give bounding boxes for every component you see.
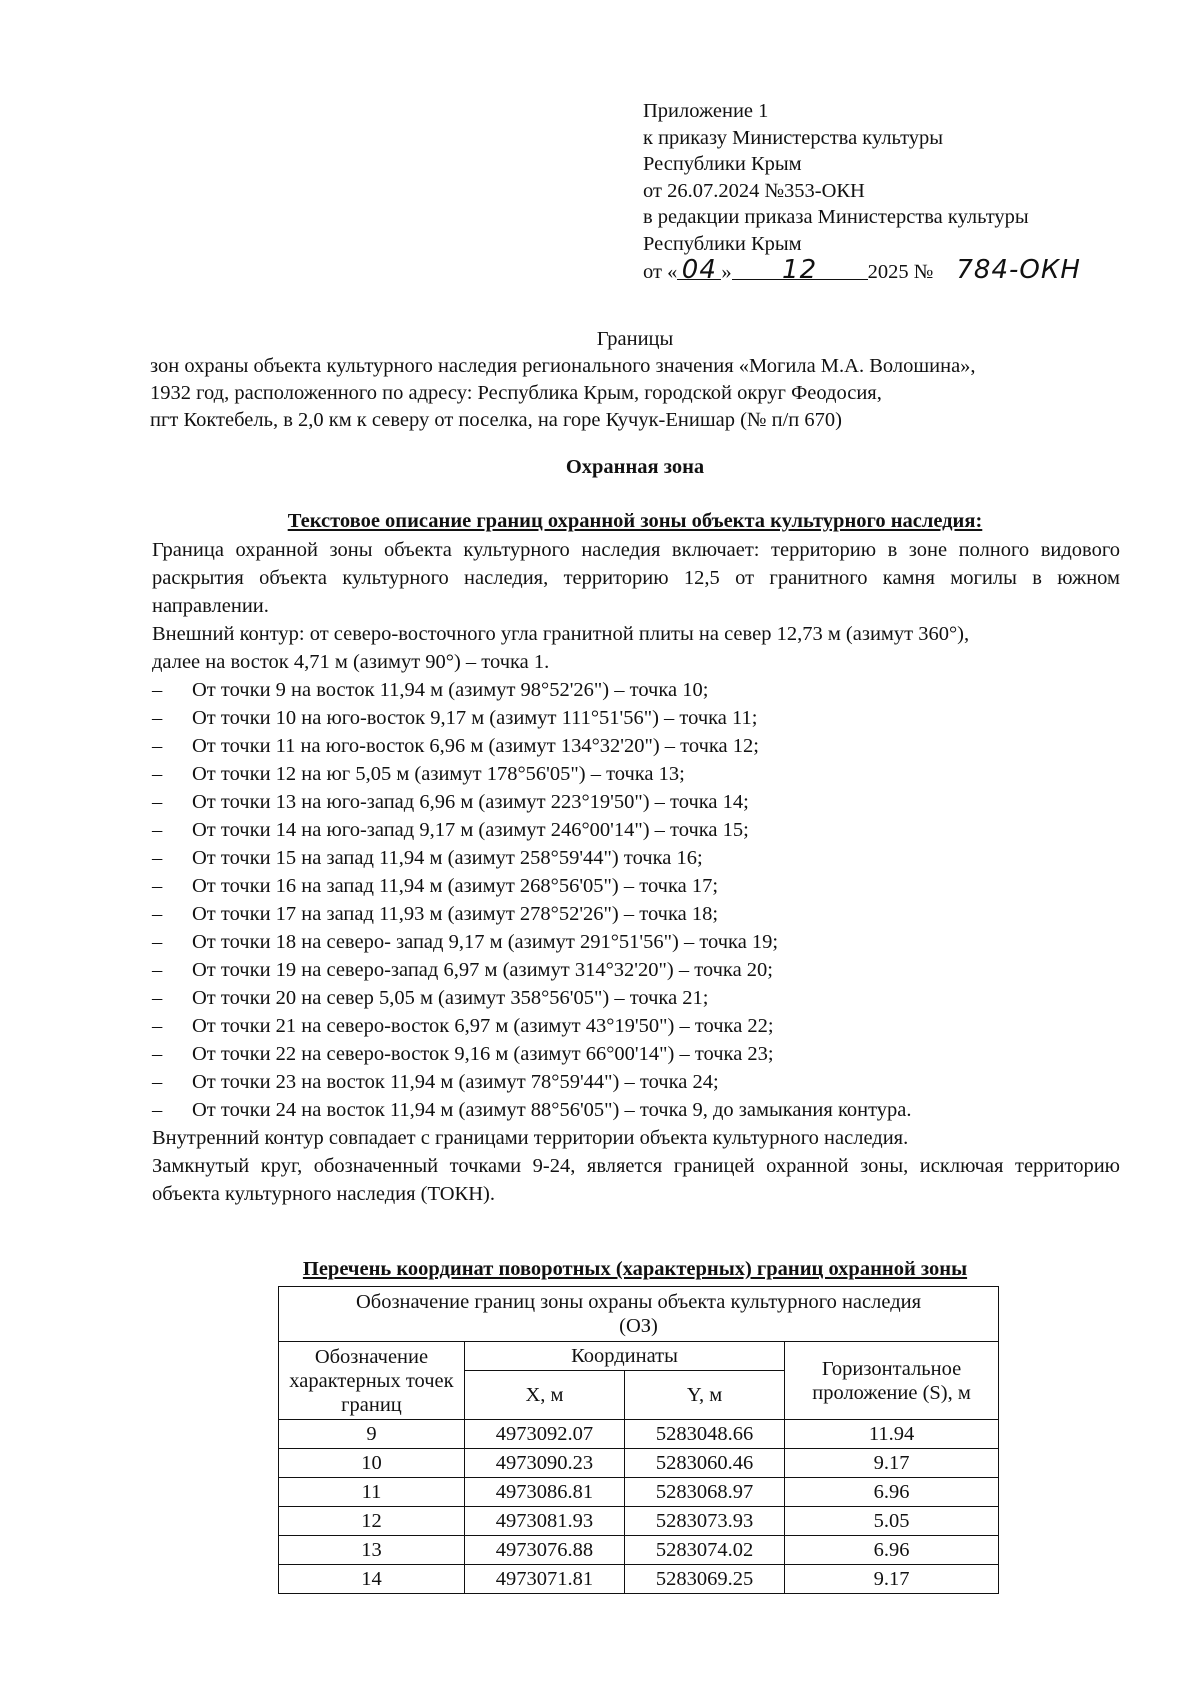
header-y: Y, м <box>625 1371 785 1420</box>
boundary-list-item <box>152 1040 1120 1068</box>
cell-x: 4973081.93 <box>464 1507 624 1536</box>
list-dash: – <box>152 679 163 701</box>
list-dash: – <box>152 735 163 757</box>
list-item-text: От точки 18 на северо- запад 9,17 м (азимут 291°51'56") – точка 19; <box>192 931 779 953</box>
list-dash: – <box>152 1043 163 1065</box>
boundary-list-item <box>152 704 1120 732</box>
date-day-field <box>677 255 721 285</box>
list-dash: – <box>152 819 163 841</box>
coordinates-table <box>278 1286 999 1594</box>
outer-contour-line: Внешний контур: от северо-восточного угла гранитной плиты на север 12,73 м (азимут 360°), <box>152 623 970 645</box>
table-heading: Перечень координат поворотных (характерных) границ охранной зоны <box>302 1258 968 1280</box>
title-line: зон охраны объекта культурного наследия регионального значения «Могила М.А. Волошина», <box>150 355 976 377</box>
cell-s: 9.17 <box>785 1565 999 1594</box>
cell-y: 5283074.02 <box>625 1536 785 1565</box>
boundary-list-item <box>152 900 1120 928</box>
boundary-list <box>152 676 1120 1124</box>
list-item-text: От точки 10 на юго-восток 9,17 м (азимут 111°51'56") – точка 11; <box>192 707 758 729</box>
outer-contour-line: далее на восток 4,71 м (азимут 90°) – точка 1. <box>152 651 550 673</box>
boundary-list-item <box>152 1096 1120 1124</box>
caption-line: (ОЗ) <box>619 1315 658 1337</box>
table-row <box>279 1449 999 1478</box>
caption-line: Обозначение границ зоны охраны объекта культурного наследия <box>355 1291 922 1313</box>
list-item-text: От точки 9 на восток 11,94 м (азимут 98°52'26") – точка 10; <box>192 679 709 701</box>
cell-x: 4973086.81 <box>464 1478 624 1507</box>
list-dash: – <box>152 875 163 897</box>
header-point: Обозначение характерных точек границ <box>279 1342 465 1420</box>
boundary-list-item <box>152 1068 1120 1096</box>
date-quote: » <box>721 261 732 283</box>
handwritten-month: 12 <box>782 255 818 285</box>
date-year: 2025 № <box>867 261 934 283</box>
handwritten-order-number: 784-ОКН <box>956 255 1081 285</box>
cell-y: 5283060.46 <box>625 1449 785 1478</box>
list-item-text: От точки 23 на восток 11,94 м (азимут 78°59'44") – точка 24; <box>192 1071 719 1093</box>
table-caption <box>279 1287 999 1342</box>
boundary-list-item <box>152 984 1120 1012</box>
header-distance: Горизонтальное проложение (S), м <box>785 1342 999 1420</box>
list-item-text: От точки 15 на запад 11,94 м (азимут 258°59'44") точка 16; <box>192 847 703 869</box>
document-title <box>150 326 1120 434</box>
list-dash: – <box>152 763 163 785</box>
table-row <box>279 1507 999 1536</box>
boundary-list-item <box>152 676 1120 704</box>
cell-x: 4973071.81 <box>464 1565 624 1594</box>
title-heading: Границы <box>596 328 674 350</box>
list-item-text: От точки 12 на юг 5,05 м (азимут 178°56'05") – точка 13; <box>192 763 685 785</box>
list-dash: – <box>152 987 163 1009</box>
order-date-line <box>643 257 1081 286</box>
cell-point: 9 <box>279 1420 465 1449</box>
boundary-list-item <box>152 732 1120 760</box>
list-dash: – <box>152 959 163 981</box>
cell-x: 4973076.88 <box>464 1536 624 1565</box>
list-dash: – <box>152 903 163 925</box>
boundary-list-item <box>152 928 1120 956</box>
table-row <box>279 1478 999 1507</box>
description-heading: Текстовое описание границ охранной зоны объекта культурного наследия: <box>287 510 983 532</box>
title-line: пгт Коктебель, в 2,0 км к северу от поселка, на горе Кучук-Енишар (№ п/п 670) <box>150 409 842 431</box>
table-row <box>279 1536 999 1565</box>
closed-circle-paragraph: Замкнутый круг, обозначенный точками 9-24, является границей охранной зоны, исключая территорию объекта культурного наследия (ТОКН). <box>152 1155 1120 1205</box>
header-coords: Координаты <box>464 1342 784 1371</box>
list-item-text: От точки 22 на северо-восток 9,16 м (азимут 66°00'14") – точка 23; <box>192 1043 774 1065</box>
boundary-list-item <box>152 816 1120 844</box>
annex-header <box>643 98 1081 286</box>
date-prefix: от « <box>643 261 678 283</box>
list-dash: – <box>152 1099 163 1121</box>
boundary-list-item <box>152 844 1120 872</box>
cell-y: 5283073.93 <box>625 1507 785 1536</box>
list-item-text: От точки 20 на север 5,05 м (азимут 358°56'05") – точка 21; <box>192 987 709 1009</box>
cell-point: 13 <box>279 1536 465 1565</box>
cell-y: 5283048.66 <box>625 1420 785 1449</box>
annex-line: Республики Крым <box>643 153 802 175</box>
cell-s: 6.96 <box>785 1536 999 1565</box>
intro-paragraph: Граница охранной зоны объекта культурного наследия включает: территорию в зоне полного видового раскрытия объекта культурного наследия, территорию 12,5 от гранитного камня могилы в южном направлении. <box>152 539 1120 617</box>
annex-line: в редакции приказа Министерства культуры <box>643 206 1029 228</box>
annex-line: от 26.07.2024 №353-ОКН <box>643 179 865 202</box>
cell-point: 12 <box>279 1507 465 1536</box>
list-item-text: От точки 14 на юго-запад 9,17 м (азимут 246°00'14") – точка 15; <box>192 819 749 841</box>
table-body <box>279 1420 999 1594</box>
list-dash: – <box>152 847 163 869</box>
cell-s: 11.94 <box>785 1420 999 1449</box>
handwritten-day: 04 <box>681 255 717 285</box>
list-item-text: От точки 19 на северо-запад 6,97 м (азимут 314°32'20") – точка 20; <box>192 959 773 981</box>
zone-heading: Охранная зона <box>565 456 705 478</box>
list-dash: – <box>152 1015 163 1037</box>
boundary-list-item <box>152 1012 1120 1040</box>
annex-line: к приказу Министерства культуры <box>643 126 944 149</box>
boundary-list-item <box>152 872 1120 900</box>
list-item-text: От точки 21 на северо-восток 6,97 м (азимут 43°19'50") – точка 22; <box>192 1015 774 1037</box>
cell-s: 9.17 <box>785 1449 999 1478</box>
title-line: 1932 год, расположенного по адресу: Республика Крым, городской округ Феодосия, <box>150 382 882 404</box>
list-dash: – <box>152 1071 163 1093</box>
table-row <box>279 1420 999 1449</box>
boundary-list-item <box>152 956 1120 984</box>
list-item-text: От точки 11 на юго-восток 6,96 м (азимут 134°32'20") – точка 12; <box>192 735 759 757</box>
cell-s: 6.96 <box>785 1478 999 1507</box>
cell-point: 10 <box>279 1449 465 1478</box>
annex-line: Республики Крым <box>643 232 802 255</box>
description-body <box>152 536 1120 1208</box>
cell-y: 5283068.97 <box>625 1478 785 1507</box>
cell-x: 4973090.23 <box>464 1449 624 1478</box>
cell-point: 11 <box>279 1478 465 1507</box>
table-row <box>279 1565 999 1594</box>
list-dash: – <box>152 707 163 729</box>
cell-y: 5283069.25 <box>625 1565 785 1594</box>
table-header-row <box>279 1342 999 1371</box>
header-x: X, м <box>464 1371 624 1420</box>
boundary-list-item <box>152 760 1120 788</box>
list-dash: – <box>152 931 163 953</box>
list-item-text: От точки 24 на восток 11,94 м (азимут 88°56'05") – точка 9, до замыкания контура. <box>192 1099 912 1121</box>
list-dash: – <box>152 791 163 813</box>
table-caption-row <box>279 1287 999 1342</box>
inner-contour-paragraph: Внутренний контур совпадает с границами территории объекта культурного наследия. <box>152 1127 909 1149</box>
cell-s: 5.05 <box>785 1507 999 1536</box>
cell-point: 14 <box>279 1565 465 1594</box>
cell-x: 4973092.07 <box>464 1420 624 1449</box>
boundary-list-item <box>152 788 1120 816</box>
list-item-text: От точки 13 на юго-запад 6,96 м (азимут 223°19'50") – точка 14; <box>192 791 749 813</box>
annex-line: Приложение 1 <box>643 100 769 122</box>
date-month-field <box>732 255 868 285</box>
list-item-text: От точки 16 на запад 11,94 м (азимут 268°56'05") – точка 17; <box>192 875 719 897</box>
list-item-text: От точки 17 на запад 11,93 м (азимут 278°52'26") – точка 18; <box>192 903 719 925</box>
